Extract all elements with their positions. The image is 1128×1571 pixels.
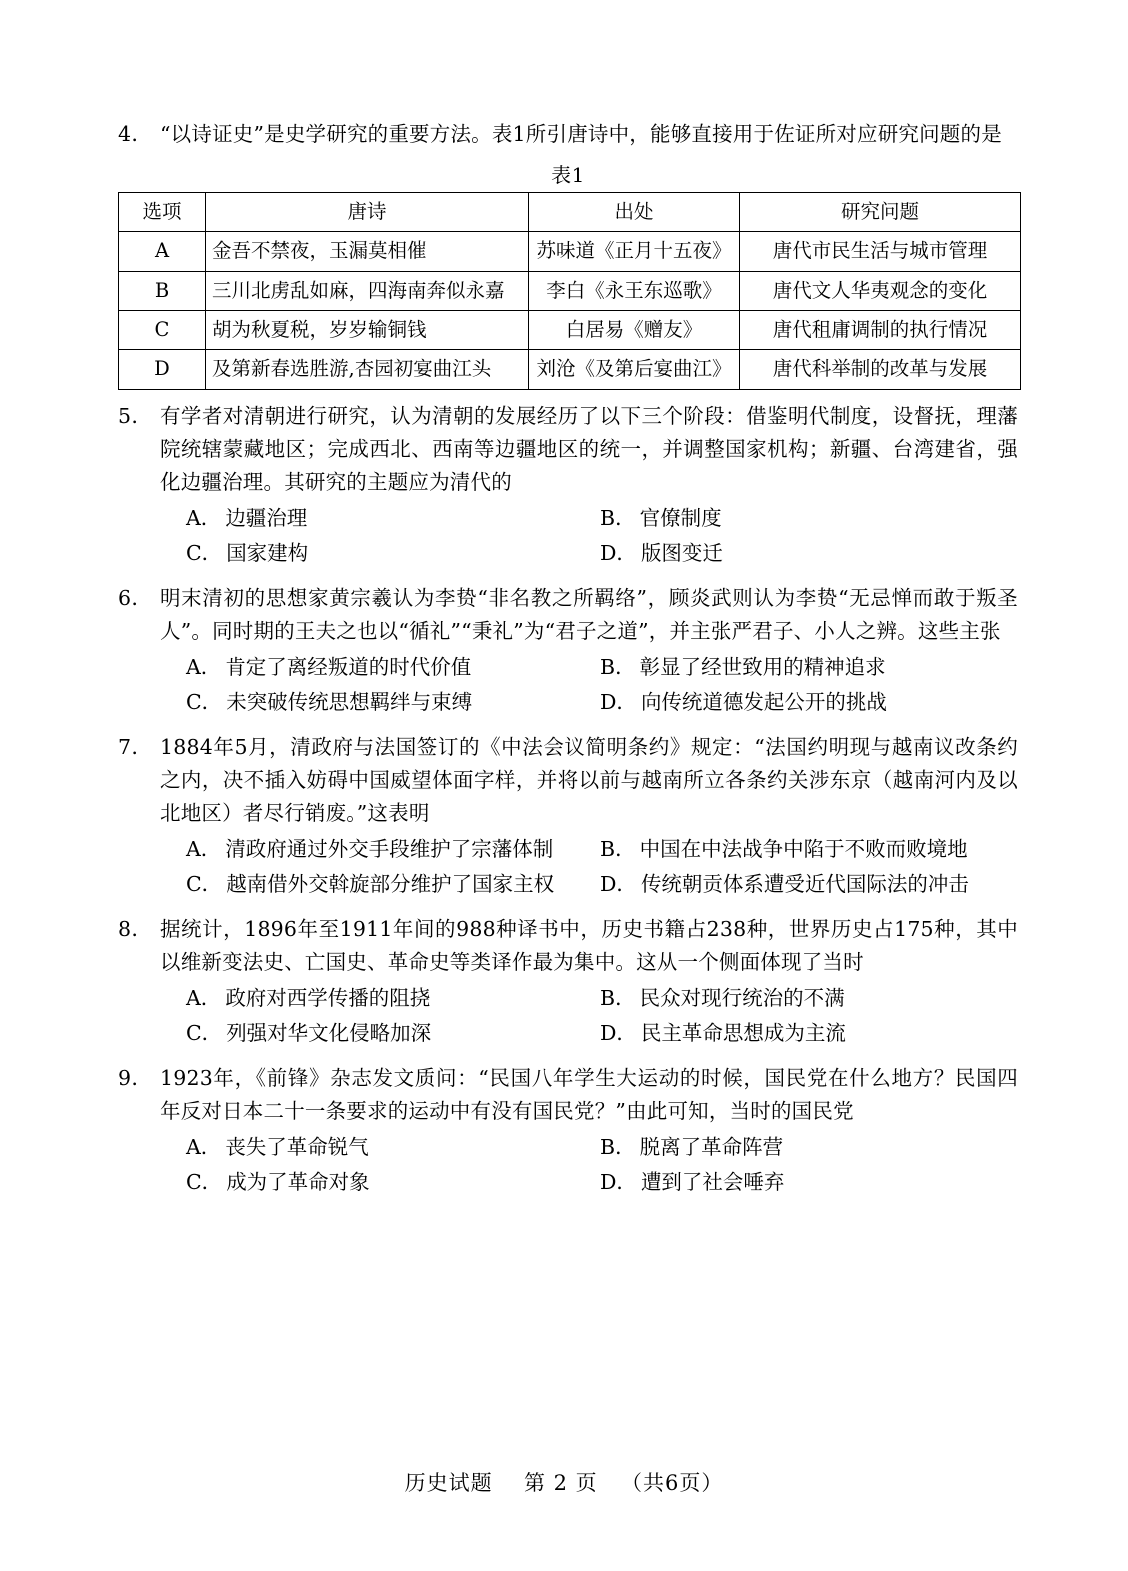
question-5 [118,400,1018,572]
option-a[interactable] [160,501,590,536]
footer-total-pages: （共6页） [621,1471,724,1495]
option-label: D． [600,1021,637,1046]
table-row [119,271,1021,310]
option-label: D． [600,541,637,566]
table-row [119,350,1021,389]
question-number: 7． [118,734,153,759]
question-number: 8． [118,916,153,941]
option-text: 未突破传统思想羁绊与束缚 [226,690,473,715]
table-caption: 表1 [551,163,585,188]
option-label: A． [186,655,222,680]
cell-topic: 唐代科举制的改革与发展 [740,350,1021,389]
option-text: 成为了革命对象 [226,1170,370,1195]
option-text: 传统朝贡体系遭受近代国际法的冲击 [640,872,969,897]
option-d[interactable] [590,1165,1018,1200]
option-c[interactable] [160,536,590,571]
option-text: 列强对华文化侵略加深 [226,1021,432,1046]
cell-option: C [119,311,206,350]
option-a[interactable] [160,832,590,867]
option-text: 政府对西学传播的阻挠 [225,986,431,1011]
option-d[interactable] [590,536,1018,571]
option-label: A． [186,506,222,531]
option-text: 民众对现行统治的不满 [639,986,845,1011]
option-label: D． [600,690,637,715]
option-label: D． [600,1170,637,1195]
option-a[interactable] [160,1130,590,1165]
question-stem: 明末清初的思想家黄宗羲认为李贽“非名教之所羁络”，顾炎武则认为李贽“无忌惮而敢于叛圣人”。同时期的王夫之也以“循礼”“秉礼”为“君子之道”，并主张严君子、小人之辨。这些主张 [160,585,1018,643]
question-7 [118,731,1018,903]
cell-poem: 金吾不禁夜，玉漏莫相催 [206,232,529,271]
cell-source: 苏味道《正月十五夜》 [529,232,740,271]
option-d[interactable] [590,685,1018,720]
question-number: 5． [118,403,153,428]
question-4 [118,118,1018,390]
table-header-topic: 研究问题 [740,193,1021,232]
option-d[interactable] [590,867,1018,902]
table-header-option: 选项 [119,193,206,232]
question-stem: 据统计，1896年至1911年间的988种译书中，历史书籍占238种，世界历史占175种，其中以维新变法史、亡国史、革命史等类译作最为集中。这从一个侧面体现了当时 [160,916,1018,974]
option-group [160,650,1018,721]
cell-poem: 三川北虏乱如麻，四海南奔似永嘉 [206,271,529,310]
option-text: 国家建构 [226,541,309,566]
cell-topic: 唐代文人华夷观念的变化 [740,271,1021,310]
option-label: D． [600,872,637,897]
option-c[interactable] [160,685,590,720]
question-stem: “以诗证史”是史学研究的重要方法。表1所引唐诗中，能够直接用于佐证所对应研究问题的是 [160,122,1002,146]
option-label: C． [186,541,223,566]
option-label: C． [186,1170,223,1195]
option-b[interactable] [590,981,1018,1016]
option-label: B． [600,655,636,680]
option-label: A． [186,986,222,1011]
question-stem: 有学者对清朝进行研究，认为清朝的发展经历了以下三个阶段：借鉴明代制度，设督抚，理藩院统辖蒙藏地区；完成西北、西南等边疆地区的统一，并调整国家机构；新疆、台湾建省，强化边疆治理。其研究的主题应为清代的 [160,403,1018,494]
option-b[interactable] [590,832,1018,867]
table-header-row [119,193,1021,232]
option-text: 脱离了革命阵营 [639,1134,784,1159]
option-label: B． [600,506,636,531]
option-text: 遭到了社会唾弃 [640,1170,785,1195]
option-text: 边疆治理 [225,506,308,531]
question-stem: 1884年5月，清政府与法国签订的《中法会议简明条约》规定：“法国约明现与越南议改条约之内，决不插入妨碍中国威望体面字样，并将以前与越南所立各条约关涉东京（越南河内及以北地区）者尽行销废。”这表明 [160,734,1018,825]
question-number: 4． [118,122,153,146]
cell-option: B [119,271,206,310]
cell-option: A [119,232,206,271]
page-footer [0,1467,1128,1497]
footer-subject: 历史试题 [404,1471,493,1495]
cell-topic: 唐代市民生活与城市管理 [740,232,1021,271]
cell-topic: 唐代租庸调制的执行情况 [740,311,1021,350]
cell-poem: 胡为秋夏税，岁岁输铜钱 [206,311,529,350]
option-group [160,981,1018,1052]
table-row [119,311,1021,350]
option-text: 彰显了经世致用的精神追求 [639,655,886,680]
footer-page-number: 第 2 页 [523,1471,598,1495]
option-text: 民主革命思想成为主流 [640,1021,846,1046]
cell-poem: 及第新春选胜游,杏园初宴曲江头 [206,350,529,389]
question-stem: 1923年，《前锋》杂志发文质问：“民国八年学生大运动的时候，国民党在什么地方？民国四年反对日本二十一条要求的运动中有没有国民党？”由此可知，当时的国民党 [160,1065,1018,1123]
option-text: 中国在中法战争中陷于不败而败境地 [639,837,968,862]
option-b[interactable] [590,501,1018,536]
option-group [160,832,1018,903]
option-label: C． [186,1021,223,1046]
cell-option: D [119,350,206,389]
question-9 [118,1062,1018,1201]
option-b[interactable] [590,1130,1018,1165]
option-text: 肯定了离经叛道的时代价值 [225,655,472,680]
cell-source: 刘沧《及第后宴曲江》 [529,350,740,389]
option-label: A． [186,837,222,862]
poem-evidence-table [118,192,1021,389]
option-b[interactable] [590,650,1018,685]
option-text: 向传统道德发起公开的挑战 [640,690,887,715]
option-d[interactable] [590,1016,1018,1051]
option-text: 版图变迁 [640,541,723,566]
option-a[interactable] [160,981,590,1016]
question-number: 9． [118,1065,153,1090]
option-a[interactable] [160,650,590,685]
option-label: B． [600,837,636,862]
table-row [119,232,1021,271]
question-6 [118,582,1018,721]
option-label: C． [186,872,223,897]
option-c[interactable] [160,1016,590,1051]
option-label: A． [186,1134,222,1159]
question-8 [118,913,1018,1052]
page-content [118,118,1018,1210]
option-label: B． [600,986,636,1011]
option-text: 清政府通过外交手段维护了宗藩体制 [225,837,554,862]
option-c[interactable] [160,1165,590,1200]
question-number: 6． [118,585,153,610]
option-text: 丧失了革命锐气 [225,1134,369,1159]
option-c[interactable] [160,867,590,902]
table-header-source: 出处 [529,193,740,232]
option-label: B． [600,1134,636,1159]
table-header-poem: 唐诗 [206,193,529,232]
option-group [160,1130,1018,1201]
option-group [160,501,1018,572]
option-label: C． [186,690,223,715]
cell-source: 李白《永王东巡歌》 [529,271,740,310]
option-text: 越南借外交斡旋部分维护了国家主权 [226,872,555,897]
option-text: 官僚制度 [639,506,722,531]
cell-source: 白居易《赠友》 [529,311,740,350]
